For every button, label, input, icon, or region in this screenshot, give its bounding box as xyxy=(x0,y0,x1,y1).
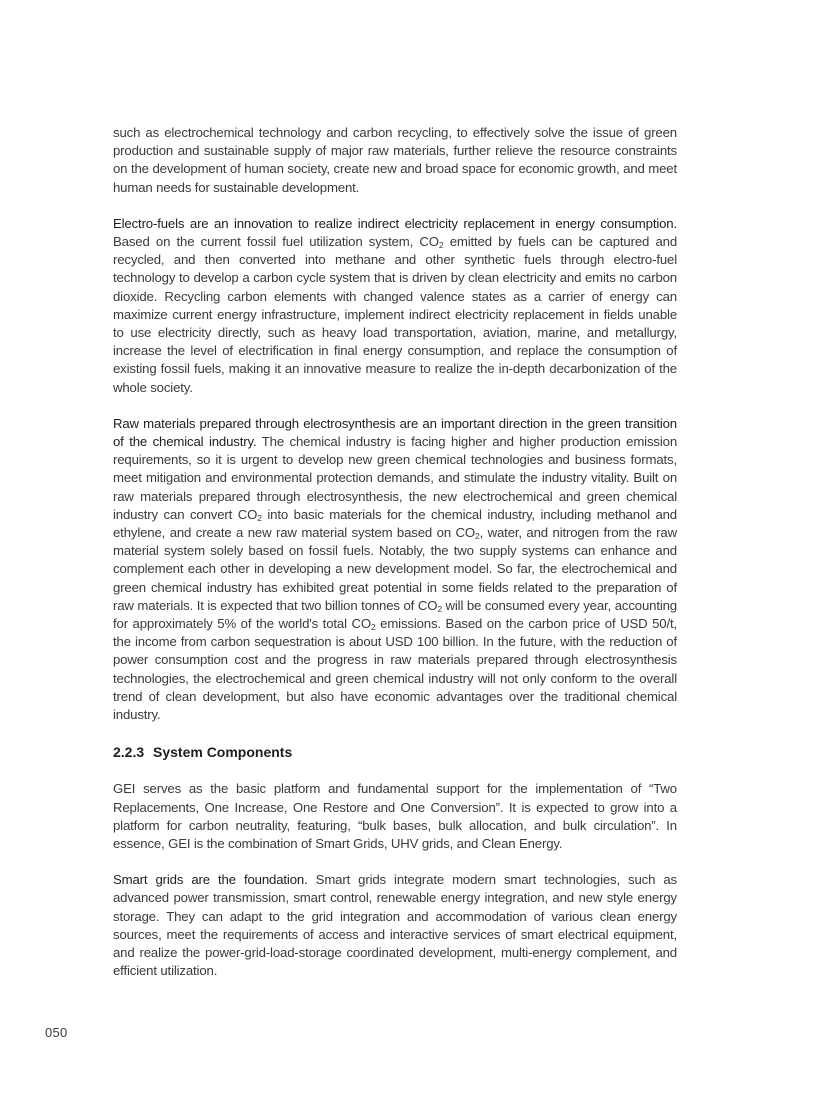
paragraph-lead: Raw materials prepared through electrosynthesis are an important direction in the green transition of the chemical industry. xyxy=(113,415,677,450)
paragraph-text: will be consumed every year, accounting for approximately 5% of the world's total CO xyxy=(113,597,677,632)
paragraph-intro xyxy=(113,124,677,197)
paragraph-gei xyxy=(113,780,677,853)
paragraph-text: into basic materials for the chemical industry, including methanol and ethylene, and create a new raw material system based on CO xyxy=(113,506,677,541)
section-title: System Components xyxy=(153,744,293,761)
paragraph-text: Smart grids integrate modern smart technologies, such as advanced power transmission, smart control, renewable energy integration, and new style energy storage. They can adapt to the grid integration and accommodation of various clean energy sources, meet the requirements of access and interactive services of smart electrical equipment, and realize the power-grid-load-storage coordinated development, multi-energy complement, and efficient utilization. xyxy=(113,872,677,979)
subscript-2: 2 xyxy=(370,622,376,633)
paragraph-text: GEI serves as the basic platform and fundamental support for the implementation of “Two Replacements, One Increase, One Restore and One Conversion”. It is expected to grow into a platform for carbon neutrality, featuring, “bulk bases, bulk allocation, and bulk circulation”. In essence, GEI is the combination of Smart Grids, UHV grids, and Clean Energy. xyxy=(113,781,677,851)
paragraph-text: such as electrochemical technology and carbon recycling, to effectively solve the issue of green production and sustainable supply of major raw materials, further relieve the resource constraints on the development of human society, create new and broad space for economic growth, and meet human needs for sustainable development. xyxy=(113,125,677,195)
paragraph-text: Based on the current fossil fuel utilization system, CO xyxy=(113,234,439,250)
subscript-2: 2 xyxy=(438,240,444,251)
paragraph-text: The chemical industry is facing higher and higher production emission requirements, so it is urgent to develop new green chemical technologies and business formats, meet mitigation and environmental protection demands, and stimulate the industry vitality. Built on raw materials prepared through electrosynthesis, the new electrochemical and green chemical industry can convert CO xyxy=(113,434,677,522)
page-body xyxy=(113,124,677,980)
subscript-2: 2 xyxy=(475,531,480,542)
paragraph-text: emitted by fuels can be captured and recycled, and then converted into methane and other synthetic fuels through electro-fuel technology to develop a carbon cycle system that is driven by clean electricity and emits no carbon dioxide. Recycling carbon elements with changed valence states as a carrier of energy can maximize current energy infrastructure, implement indirect electricity replacement in fields unable to use electricity directly, such as heavy load transportation, aviation, marine, and metallurgy, increase the level of electrification in final energy consumption, and replace the consumption of existing fossil fuels, making it an innovative measure to realize the in-depth decarbonization of the whole society. xyxy=(113,234,677,395)
paragraph-text: , water, and nitrogen from the raw material system solely based on fossil fuels. Notably, the two supply systems can enhance and complement each other in developing a new development model. So far, the electrochemical and green chemical industry has exhibited great potential in some fields related to the preparation of raw materials. It is expected that two billion tonnes of CO xyxy=(113,525,677,613)
subscript-2: 2 xyxy=(437,603,442,614)
paragraph-text: emissions. Based on the carbon price of USD 50/t, the income from carbon sequestration is about USD 100 billion. In the future, with the reduction of power consumption cost and the progress in raw materials prepared through electrosynthesis technologies, the electrochemical and green chemical industry will not only conform to the overall trend of clean development, but also have economic advantages over the traditional chemical industry. xyxy=(113,616,677,723)
paragraph-electro-fuels xyxy=(113,215,677,397)
subscript-2: 2 xyxy=(257,512,262,523)
paragraph-electrosynthesis xyxy=(113,415,677,724)
section-number: 2.2.3 xyxy=(113,744,145,761)
paragraph-smart-grids xyxy=(113,871,677,980)
section-heading xyxy=(113,742,677,762)
paragraph-lead: Smart grids are the foundation. xyxy=(113,872,308,888)
paragraph-lead: Electro-fuels are an innovation to realize indirect electricity replacement in energy consumption. xyxy=(113,215,677,231)
page-number: 050 xyxy=(45,1025,68,1040)
